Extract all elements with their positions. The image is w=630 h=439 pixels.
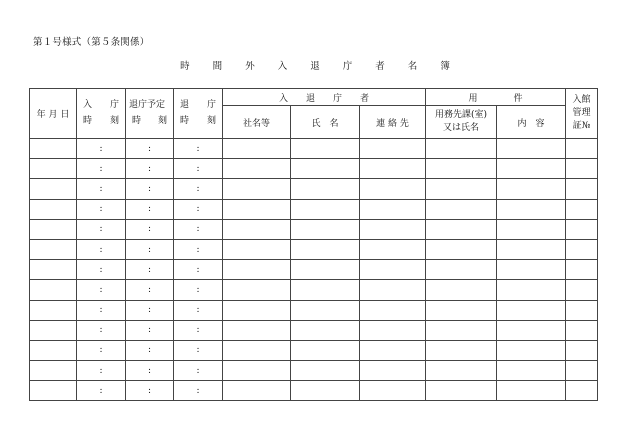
date-cell[interactable]	[30, 159, 77, 179]
dept-or-person-cell[interactable]	[426, 219, 497, 239]
company-cell[interactable]	[223, 340, 291, 360]
table-row	[30, 199, 598, 219]
contents-cell[interactable]	[497, 320, 566, 340]
company-cell[interactable]	[223, 139, 291, 159]
dept-or-person-cell[interactable]	[426, 340, 497, 360]
header-entry-time: 入 庁 時 刻	[77, 89, 126, 139]
register-table	[29, 88, 598, 401]
contact-cell[interactable]	[360, 361, 426, 381]
exit-time-cell[interactable]: :	[174, 239, 223, 259]
contents-cell[interactable]	[497, 219, 566, 239]
contents-cell[interactable]	[497, 361, 566, 381]
name-cell[interactable]	[291, 381, 360, 401]
header-contents: 内 容	[497, 106, 566, 139]
contact-cell[interactable]	[360, 179, 426, 199]
planned-exit-time-cell[interactable]: :	[126, 199, 174, 219]
pass-number-cell[interactable]	[566, 280, 598, 300]
planned-exit-time-cell[interactable]: :	[126, 381, 174, 401]
name-cell[interactable]	[291, 239, 360, 259]
date-cell[interactable]	[30, 260, 77, 280]
contents-cell[interactable]	[497, 280, 566, 300]
planned-exit-time-cell[interactable]: :	[126, 340, 174, 360]
contact-cell[interactable]	[360, 159, 426, 179]
header-dept-or-person: 用務先課(室) 又は氏名	[426, 106, 497, 139]
dept-or-person-cell[interactable]	[426, 320, 497, 340]
planned-exit-time-cell[interactable]: :	[126, 280, 174, 300]
exit-time-cell[interactable]: :	[174, 159, 223, 179]
exit-time-cell[interactable]: :	[174, 219, 223, 239]
header-date: 年 月 日	[30, 89, 77, 139]
pass-number-cell[interactable]	[566, 340, 598, 360]
table-row	[30, 159, 598, 179]
planned-exit-time-cell[interactable]: :	[126, 239, 174, 259]
table-row	[30, 340, 598, 360]
exit-time-cell[interactable]: :	[174, 139, 223, 159]
dept-or-person-cell[interactable]	[426, 139, 497, 159]
planned-exit-time-cell[interactable]: :	[126, 219, 174, 239]
table-row	[30, 280, 598, 300]
contents-cell[interactable]	[497, 300, 566, 320]
contents-cell[interactable]	[497, 340, 566, 360]
header-company: 社名等	[223, 106, 291, 139]
exit-time-cell[interactable]: :	[174, 300, 223, 320]
entry-time-cell[interactable]: :	[77, 239, 126, 259]
planned-exit-time-cell[interactable]: :	[126, 139, 174, 159]
pass-number-cell[interactable]	[566, 139, 598, 159]
contact-cell[interactable]	[360, 300, 426, 320]
contents-cell[interactable]	[497, 381, 566, 401]
company-cell[interactable]	[223, 159, 291, 179]
contact-cell[interactable]	[360, 260, 426, 280]
exit-time-cell[interactable]: :	[174, 280, 223, 300]
header-pass-number: 入館 管理 証№	[566, 89, 598, 139]
name-cell[interactable]	[291, 219, 360, 239]
dept-or-person-cell[interactable]	[426, 381, 497, 401]
form-number: 第１号様式（第５条関係）	[33, 37, 150, 48]
entry-time-cell[interactable]: :	[77, 260, 126, 280]
name-cell[interactable]	[291, 300, 360, 320]
table-row	[30, 260, 598, 280]
name-cell[interactable]	[291, 179, 360, 199]
register-body	[30, 139, 598, 401]
contact-cell[interactable]	[360, 219, 426, 239]
table-row	[30, 179, 598, 199]
entry-time-cell[interactable]: :	[77, 340, 126, 360]
pass-number-cell[interactable]	[566, 239, 598, 259]
date-cell[interactable]	[30, 361, 77, 381]
contact-cell[interactable]	[360, 139, 426, 159]
dept-or-person-cell[interactable]	[426, 361, 497, 381]
entry-time-cell[interactable]: :	[77, 280, 126, 300]
entry-time-cell[interactable]: :	[77, 381, 126, 401]
date-cell[interactable]	[30, 381, 77, 401]
dept-or-person-cell[interactable]	[426, 199, 497, 219]
pass-number-cell[interactable]	[566, 199, 598, 219]
dept-or-person-cell[interactable]	[426, 159, 497, 179]
contact-cell[interactable]	[360, 320, 426, 340]
company-cell[interactable]	[223, 219, 291, 239]
date-cell[interactable]	[30, 219, 77, 239]
name-cell[interactable]	[291, 159, 360, 179]
dept-or-person-cell[interactable]	[426, 239, 497, 259]
company-cell[interactable]	[223, 239, 291, 259]
contact-cell[interactable]	[360, 280, 426, 300]
dept-or-person-cell[interactable]	[426, 179, 497, 199]
dept-or-person-cell[interactable]	[426, 260, 497, 280]
pass-number-cell[interactable]	[566, 260, 598, 280]
date-cell[interactable]	[30, 280, 77, 300]
form-title: 時 間 外 入 退 庁 者 名 簿	[180, 61, 460, 72]
date-cell[interactable]	[30, 139, 77, 159]
entry-time-cell[interactable]: :	[77, 199, 126, 219]
company-cell[interactable]	[223, 280, 291, 300]
header-contact: 連 絡 先	[360, 106, 426, 139]
exit-time-cell[interactable]: :	[174, 179, 223, 199]
name-cell[interactable]	[291, 260, 360, 280]
contents-cell[interactable]	[497, 239, 566, 259]
entry-time-cell[interactable]: :	[77, 320, 126, 340]
exit-time-cell[interactable]: :	[174, 340, 223, 360]
planned-exit-time-cell[interactable]: :	[126, 159, 174, 179]
entry-time-cell[interactable]: :	[77, 300, 126, 320]
contents-cell[interactable]	[497, 179, 566, 199]
entry-time-cell[interactable]: :	[77, 361, 126, 381]
contact-cell[interactable]	[360, 239, 426, 259]
date-cell[interactable]	[30, 179, 77, 199]
date-cell[interactable]	[30, 239, 77, 259]
table-row	[30, 300, 598, 320]
header-planned-exit-time: 退庁予定 時 刻	[126, 89, 174, 139]
entry-time-cell[interactable]: :	[77, 139, 126, 159]
company-cell[interactable]	[223, 381, 291, 401]
name-cell[interactable]	[291, 199, 360, 219]
company-cell[interactable]	[223, 179, 291, 199]
company-cell[interactable]	[223, 361, 291, 381]
table-row	[30, 381, 598, 401]
date-cell[interactable]	[30, 199, 77, 219]
entry-time-cell[interactable]: :	[77, 159, 126, 179]
company-cell[interactable]	[223, 260, 291, 280]
contact-cell[interactable]	[360, 340, 426, 360]
header-visitor-group: 入 退 庁 者	[223, 89, 426, 106]
header-name: 氏 名	[291, 106, 360, 139]
exit-time-cell[interactable]: :	[174, 260, 223, 280]
contents-cell[interactable]	[497, 199, 566, 219]
entry-time-cell[interactable]: :	[77, 179, 126, 199]
date-cell[interactable]	[30, 320, 77, 340]
contents-cell[interactable]	[497, 260, 566, 280]
planned-exit-time-cell[interactable]: :	[126, 361, 174, 381]
contents-cell[interactable]	[497, 159, 566, 179]
name-cell[interactable]	[291, 361, 360, 381]
contact-cell[interactable]	[360, 381, 426, 401]
name-cell[interactable]	[291, 139, 360, 159]
pass-number-cell[interactable]	[566, 361, 598, 381]
exit-time-cell[interactable]: :	[174, 381, 223, 401]
header-business-group: 用 件	[426, 89, 566, 106]
contents-cell[interactable]	[497, 139, 566, 159]
exit-time-cell[interactable]: :	[174, 361, 223, 381]
header-exit-time: 退 庁 時 刻	[174, 89, 223, 139]
planned-exit-time-cell[interactable]: :	[126, 260, 174, 280]
table-row	[30, 139, 598, 159]
dept-or-person-cell[interactable]	[426, 300, 497, 320]
name-cell[interactable]	[291, 280, 360, 300]
company-cell[interactable]	[223, 199, 291, 219]
pass-number-cell[interactable]	[566, 159, 598, 179]
planned-exit-time-cell[interactable]: :	[126, 320, 174, 340]
company-cell[interactable]	[223, 300, 291, 320]
pass-number-cell[interactable]	[566, 179, 598, 199]
date-cell[interactable]	[30, 340, 77, 360]
contact-cell[interactable]	[360, 199, 426, 219]
pass-number-cell[interactable]	[566, 300, 598, 320]
dept-or-person-cell[interactable]	[426, 280, 497, 300]
pass-number-cell[interactable]	[566, 381, 598, 401]
table-row	[30, 320, 598, 340]
entry-time-cell[interactable]: :	[77, 219, 126, 239]
exit-time-cell[interactable]: :	[174, 199, 223, 219]
planned-exit-time-cell[interactable]: :	[126, 179, 174, 199]
date-cell[interactable]	[30, 300, 77, 320]
pass-number-cell[interactable]	[566, 219, 598, 239]
planned-exit-time-cell[interactable]: :	[126, 300, 174, 320]
company-cell[interactable]	[223, 320, 291, 340]
name-cell[interactable]	[291, 320, 360, 340]
table-row	[30, 239, 598, 259]
table-row	[30, 361, 598, 381]
table-row	[30, 219, 598, 239]
pass-number-cell[interactable]	[566, 320, 598, 340]
exit-time-cell[interactable]: :	[174, 320, 223, 340]
name-cell[interactable]	[291, 340, 360, 360]
